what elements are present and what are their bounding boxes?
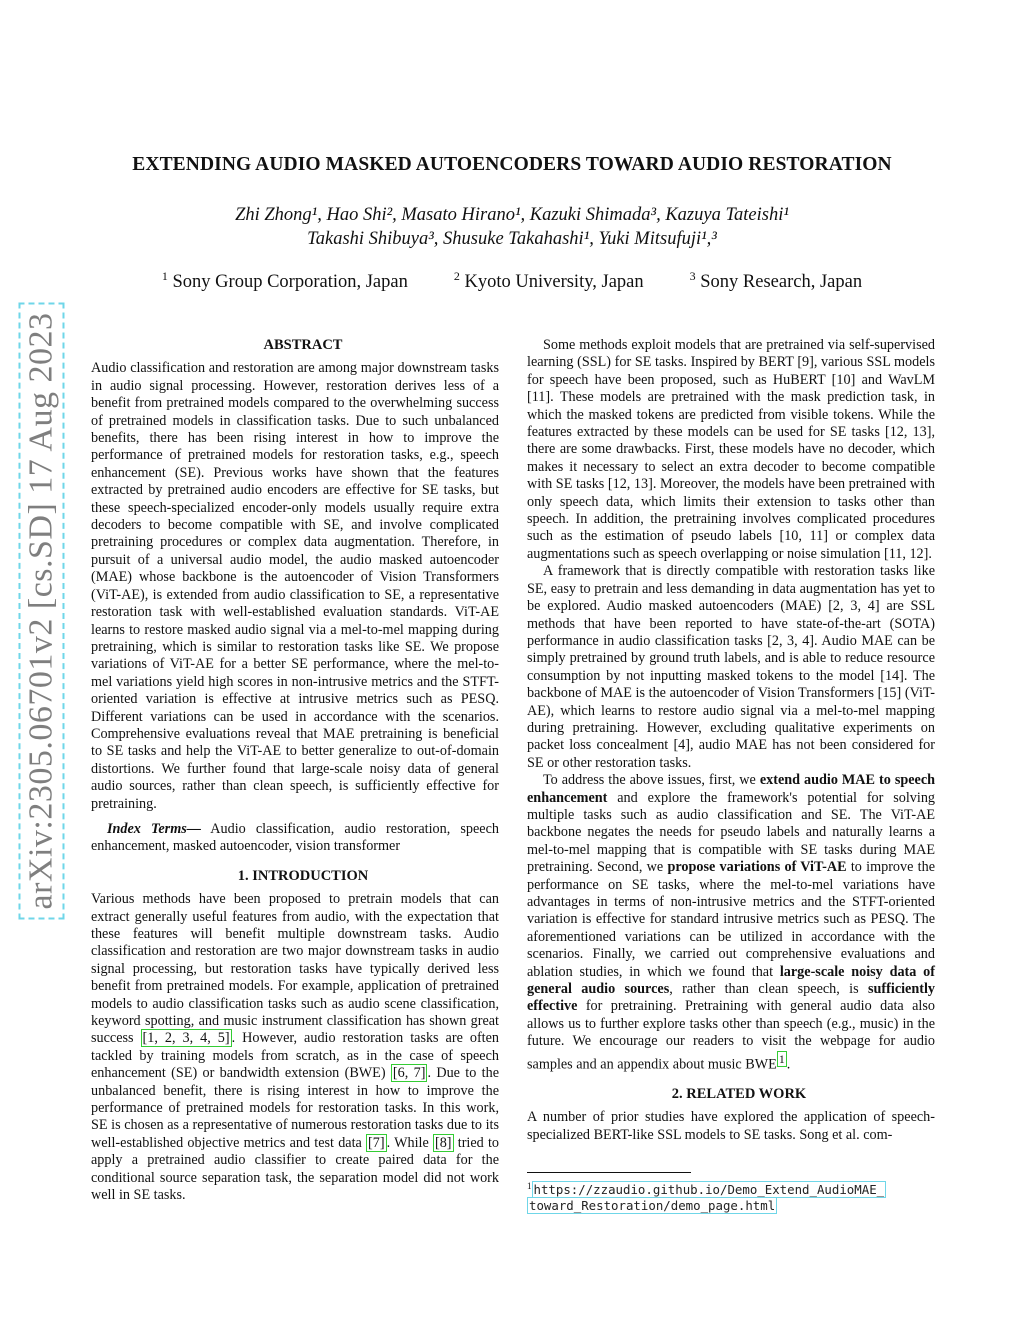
footnote-url-line-2[interactable]: toward_Restoration/demo_page.html: [529, 1198, 776, 1214]
intro-paragraph-contributions: To address the above issues, first, we extend audio MAE to speech enhancement and explore the framework's potential for solving multiple tasks such as audio classification and SE. The ViT-AE backbone negates the needs for pseudo labels and naturally learns a mel-to-mel mapping that is compatible with SE tasks during MAE pretraining. Second, we propose variations of ViT-AE to improve the performance on SE tasks, where the mel-to-mel variations have advantages in terms of non-intrusive metrics and the STFT-oriented variation is effective for standard intrusive metrics such as PESQ. The aforementioned variations can be utilized in accordance with the scenarios. Finally, we carried out comprehensive evaluations and ablation studies, in which we found that large-scale noisy data of general audio sources, rather than clean speech, is sufficiently effective for pretraining. Pretraining with general audio data also allows us to further explore tasks other than speech (e.g., music) in the future. We encourage our readers to visit the webpage for audio samples and an appendix about music BWE $^1$ .: [527, 772, 936, 1073]
footnote-link[interactable]: 1: [778, 1051, 785, 1066]
related-work-heading: 2. RELATED WORK: [671, 1085, 807, 1102]
affiliation: $^1$ Sony Group Corporation, Japan: [161, 269, 408, 293]
footnote-number: 1: [527, 1181, 532, 1191]
abstract-heading: ABSTRACT: [263, 337, 343, 353]
citation-link[interactable]: [1, 2, 3, 4, 5]: [142, 1030, 230, 1047]
affiliation: $^3$ Sony Research, Japan: [689, 269, 863, 293]
footnote-url-line-1[interactable]: https://zzaudio.github.io/Demo_Extend_AudioMAE_: [533, 1182, 885, 1198]
citation-link[interactable]: [6, 7]: [392, 1065, 426, 1082]
paper-title: EXTENDING AUDIO MASKED AUTOENCODERS TOWARD AUDIO RESTORATION: [132, 154, 892, 175]
intro-paragraph-ssl: Some methods exploit models that are pretrained via self-supervised learning (SSL) for SE tasks. Inspired by BERT [9], various SSL models for speech have been proposed, such as HuBERT [10] and WavLM [11]. These models are pretrained with the mask prediction task, in which the masked tokens are predicted from visible tokens. While the features extracted by these models can be used for SE tasks [12, 13], there are some drawbacks. First, these models have no decoder, which makes it necessary to select an extra decoder to become compatible with SE tasks [12, 13]. Moreover, the models have been pretrained with only speech data, which limits their extension to tasks other than speech. In addition, the pretraining involves complicated procedures such as the estimation of pseudo labels [10, 11] or complex data augmentations such as speech overlapping or noise simulation [11, 12].: [527, 337, 935, 562]
footnote: [527, 1178, 947, 1214]
right-column: [527, 337, 935, 1144]
intro-paragraph: Various methods have been proposed to pretrain models that can extract generally useful features from audio, with the expectation that these features will benefit multiple downstream tasks. Audio classification and restoration are two major downstream tasks in audio signal processing, but restoration tasks have typically derived less benefit from pretrained models. For example, application of pretrained models to audio classification tasks such as audio scene classification, keyword spotting, and music instrument classification has shown great success [1, 2, 3, 4, 5] . However, audio restoration tasks are often tackled by training models from scratch, as in the case of speech enhancement (SE) or bandwidth extension (BWE) [6, 7] . Due to the unbalanced benefit, there is rising interest in how to improve the performance of pretrained models for restoration tasks. In this work, SE is chosen as a representative of numerous restoration tasks due to its well-established objective metrics and test data [7] . While [8] tried to apply a pretrained audio classifier to create paired data for the conditional source separation task, the separation model did not work well in SE tasks.: [91, 891, 500, 1204]
affiliations: [0, 269, 1024, 293]
author-list: [0, 203, 1024, 251]
intro-heading: 1. INTRODUCTION: [237, 867, 369, 884]
authors-line-2: Takashi Shibuya³, Shusuke Takahashi¹, Yuki Mitsufuji¹,³: [307, 229, 717, 249]
index-terms-label: Index Terms—: [107, 820, 201, 837]
intro-paragraph-mae: A framework that is directly compatible with restoration tasks like SE, easy to pretrain and less demanding in data augmentation has yet to be explored. Audio masked autoencoders (MAE) [2, 3, 4] are SSL methods that have been reported to have state-of-the-art (SOTA) performance in audio classification tasks [2, 3, 4]. Audio MAE can be simply pretrained by ground truth labels, and is able to reduce resource consumption by not inputting masked tokens to the model [14]. The backbone of MAE is the autoencoder of Vision Transformers [15] (ViT-AE), which learns to restore audio signal via a mel-to-mel mapping during pretraining. However, excluding qualitative experiments on packet loss concealment [4], audio MAE has not been considered for SE or other restoration tasks.: [527, 563, 935, 771]
related-work-paragraph: A number of prior studies have explored the application of speech-specialized BERT-like SSL models to SE tasks. Song et al. com-: [527, 1109, 935, 1143]
citation-link[interactable]: [7]: [368, 1134, 385, 1151]
citation-link[interactable]: [8]: [434, 1134, 452, 1151]
authors-line-1: Zhi Zhong¹, Hao Shi², Masato Hirano¹, Kazuki Shimada³, Kazuya Tateishi¹: [235, 205, 789, 225]
index-terms: [91, 821, 499, 856]
footnote-rule: [527, 1172, 691, 1173]
arxiv-identifier[interactable]: arXiv:2305.06701v2 [cs.SD] 17 Aug 2023: [18, 303, 64, 920]
arxiv-sidebar: [18, 312, 64, 910]
abstract-text: Audio classification and restoration are among major downstream tasks in audio signal processing. However, restoration derives less of a benefit from pretrained models compared to the overwhelming success of pretrained models in classification tasks. Due to such unbalanced benefits, there has been rising interest in how to improve the performance of pretrained models for restoration tasks, e.g., speech enhancement (SE). Previous works have shown that the features extracted by pretrained audio encoders are effective for SE tasks, but these speech-specialized encoder-only models usually require extra decoders to become compatible with SE, and involve complicated pretraining procedures or complex data augmentation. Therefore, in pursuit of a universal audio model, the audio masked autoencoder (MAE) whose backbone is the autoencoder of Vision Transformers (ViT-AE), is extended from audio classification to SE, a representative restoration task with well-established evaluation standards. ViT-AE learns to restore masked audio signal via a mel-to-mel mapping during pretraining, which is similar to restoration tasks like SE. We propose variations of ViT-AE for a better SE performance, where the mel-to-mel variations yield high scores in non-intrusive metrics and the STFT-oriented variation is effective at intrusive metrics such as PESQ. Different variations can be used in accordance with the scenarios. Comprehensive evaluations reveal that MAE pretraining is beneficial to SE tasks and help the ViT-AE to better generalize to out-of-domain distortions. We further found that large-scale noisy data of general audio sources, rather than clean speech, is sufficiently effective for pretraining.: [91, 360, 499, 812]
index-terms-text: Audio classification, audio restoration, speech enhancement, masked autoencoder, vision transformer: [91, 820, 499, 855]
left-column: [91, 337, 499, 1205]
affiliation: $^2$ Kyoto University, Japan: [453, 269, 644, 293]
